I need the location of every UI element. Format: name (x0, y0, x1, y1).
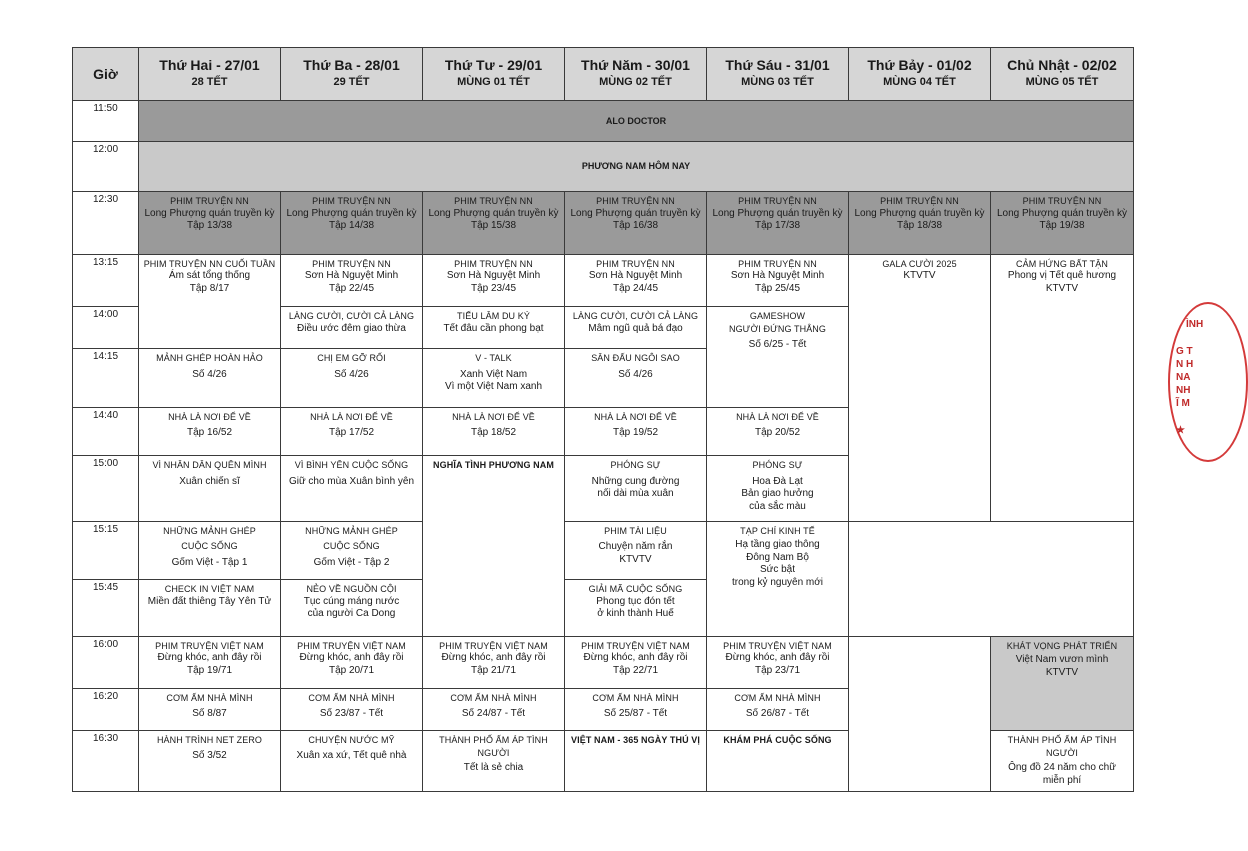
program-cell: CƠM ẤM NHÀ MÌNH Số 25/87 - Tết (565, 689, 707, 731)
program-cell: NHỮNG MẢNH GHÉP CUỘC SỐNG Gốm Việt - Tập 1 (139, 521, 281, 579)
program-cell: PHIM TRUYỆN NN Long Phượng quán truyền kỳ Tập 15/38 (423, 192, 565, 255)
row-1600 (73, 636, 1134, 688)
program-cell: HÀNH TRÌNH NET ZERO Số 3/52 (139, 731, 281, 792)
row-1315 (73, 254, 1134, 306)
time-cell: 11:50 (73, 101, 139, 141)
program-banner-phuong-nam: PHƯƠNG NAM HÔM NAY (139, 141, 1134, 191)
program-cell: NHÀ LÀ NƠI ĐỂ VỀ Tập 18/52 (423, 407, 565, 455)
time-cell: 15:45 (73, 580, 139, 636)
day-header-tue: Thứ Ba - 28/01 29 TẾT (281, 48, 423, 101)
program-cell: PHIM TRUYỆN NN Sơn Hà Nguyệt Minh Tập 24/45 (565, 254, 707, 306)
program-cell: CƠM ẤM NHÀ MÌNH Số 24/87 - Tết (423, 689, 565, 731)
program-cell: LÀNG CƯỜI, CƯỜI CẢ LÀNG Điều ước đêm giao thừa (281, 307, 423, 349)
program-cell: GALA CƯỜI 2025 KTVTV (849, 254, 991, 521)
program-cell: NHÀ LÀ NƠI ĐỂ VỀ Tập 17/52 (281, 407, 423, 455)
program-banner-alo-doctor: ALO DOCTOR (139, 101, 1134, 141)
time-cell: 16:20 (73, 689, 139, 731)
program-cell: PHIM TRUYỆN VIỆT NAM Đừng khóc, anh đây rồi Tập 22/71 (565, 636, 707, 688)
program-cell: VÌ BÌNH YÊN CUỘC SỐNG Giữ cho mùa Xuân bình yên (281, 456, 423, 522)
day-header-sun: Chủ Nhật - 02/02 MÙNG 05 TẾT (991, 48, 1134, 101)
program-cell: LÀNG CƯỜI, CƯỜI CẢ LÀNG Mâm ngũ quả bá đạo (565, 307, 707, 349)
row-1200 (73, 141, 1134, 191)
program-cell: NGHĨA TÌNH PHƯƠNG NAM (423, 456, 565, 636)
program-cell: VIỆT NAM - 365 NGÀY THÚ VỊ (565, 731, 707, 792)
time-cell: 15:00 (73, 456, 139, 522)
program-cell: PHIM TRUYỆN NN Long Phượng quán truyền kỳ Tập 16/38 (565, 192, 707, 255)
program-cell: CƠM ẤM NHÀ MÌNH Số 26/87 - Tết (707, 689, 849, 731)
day-header-fri: Thứ Sáu - 31/01 MÙNG 03 TẾT (707, 48, 849, 101)
program-cell: TIẾU LÂM DU KÝ Tết đâu cần phong bạt (423, 307, 565, 349)
program-cell: PHIM TRUYỆN NN Long Phượng quán truyền kỳ Tập 14/38 (281, 192, 423, 255)
program-cell: PHIM TRUYỆN NN Sơn Hà Nguyệt Minh Tập 22/45 (281, 254, 423, 306)
program-cell: CẢM HỨNG BẤT TẬN Phong vị Tết quê hương KTVTV (991, 254, 1134, 521)
program-cell: PHIM TRUYỆN NN Sơn Hà Nguyệt Minh Tập 25/45 (707, 254, 849, 306)
program-cell: NHỮNG MẢNH GHÉP CUỘC SỐNG Gốm Việt - Tập 2 (281, 521, 423, 579)
program-cell: KHÁT VỌNG PHÁT TRIỂN Việt Nam vươn mình KTVTV (991, 636, 1134, 731)
program-cell: PHÓNG SỰ Những cung đường nối dài mùa xuân (565, 456, 707, 522)
time-cell: 12:30 (73, 192, 139, 255)
program-cell: PHIM TRUYỆN NN CUỐI TUẦN Ám sát tổng thống Tập 8/17 (139, 254, 281, 349)
program-cell: THÀNH PHỐ ẤM ÁP TÌNH NGƯỜI Ông đồ 24 năm cho chữ miễn phí (991, 731, 1134, 792)
program-cell: CHỊ EM GỠ RỐI Số 4/26 (281, 349, 423, 407)
program-cell-empty (849, 636, 991, 791)
header-row (73, 48, 1134, 101)
time-cell: 16:00 (73, 636, 139, 688)
program-cell: PHIM TRUYỆN NN Long Phượng quán truyền kỳ Tập 13/38 (139, 192, 281, 255)
row-1545 (73, 580, 1134, 636)
program-cell: PHIM TRUYỆN NN Long Phượng quán truyền kỳ Tập 17/38 (707, 192, 849, 255)
red-seal-stamp: ÌNH G T N H NA NH Ĩ M ★ (1168, 302, 1248, 462)
time-header: Giờ (73, 48, 139, 101)
program-cell: PHIM TRUYỆN NN Sơn Hà Nguyệt Minh Tập 23/45 (423, 254, 565, 306)
time-cell: 14:40 (73, 407, 139, 455)
row-1150 (73, 101, 1134, 141)
program-cell: V - TALK Xanh Việt Nam Vì một Việt Nam xanh (423, 349, 565, 407)
program-cell: NHÀ LÀ NƠI ĐỂ VỀ Tập 19/52 (565, 407, 707, 455)
program-cell: NHÀ LÀ NƠI ĐỂ VỀ Tập 20/52 (707, 407, 849, 455)
time-cell: 16:30 (73, 731, 139, 792)
program-cell: MẢNH GHÉP HOÀN HẢO Số 4/26 (139, 349, 281, 407)
program-cell: CƠM ẤM NHÀ MÌNH Số 8/87 (139, 689, 281, 731)
program-cell: PHIM TÀI LIỆU Chuyện năm rắn KTVTV (565, 521, 707, 579)
program-cell: THÀNH PHỐ ẤM ÁP TÌNH NGƯỜI Tết là sẻ chia (423, 731, 565, 792)
program-cell: PHIM TRUYỆN VIỆT NAM Đừng khóc, anh đây rồi Tập 19/71 (139, 636, 281, 688)
program-cell: GIẢI MÃ CUỘC SỐNG Phong tục đón tết ở kinh thành Huế (565, 580, 707, 636)
program-cell: PHIM TRUYỆN VIỆT NAM Đừng khóc, anh đây rồi Tập 23/71 (707, 636, 849, 688)
program-cell: PHIM TRUYỆN NN Long Phượng quán truyền kỳ Tập 19/38 (991, 192, 1134, 255)
program-cell: GAMESHOW NGƯỜI ĐỨNG THẲNG Số 6/25 - Tết (707, 307, 849, 408)
program-cell: PHIM TRUYỆN NN Long Phượng quán truyền kỳ Tập 18/38 (849, 192, 991, 255)
program-cell: VÌ NHÂN DÂN QUÊN MÌNH Xuân chiến sĩ (139, 456, 281, 522)
day-header-thu: Thứ Năm - 30/01 MÙNG 02 TẾT (565, 48, 707, 101)
program-cell: PHÓNG SỰ Hoa Đà Lạt Bản giao hưởng của sắc màu (707, 456, 849, 522)
day-header-mon: Thứ Hai - 27/01 28 TẾT (139, 48, 281, 101)
day-header-sat: Thứ Bảy - 01/02 MÙNG 04 TẾT (849, 48, 991, 101)
schedule-table (72, 47, 1134, 792)
row-1515 (73, 521, 1134, 579)
program-cell: PHIM TRUYỆN VIỆT NAM Đừng khóc, anh đây rồi Tập 21/71 (423, 636, 565, 688)
program-cell: NẺO VỀ NGUỒN CỘI Tục cúng máng nước của người Ca Dong (281, 580, 423, 636)
program-cell: PHIM TRUYỆN VIỆT NAM Đừng khóc, anh đây rồi Tập 20/71 (281, 636, 423, 688)
time-cell: 12:00 (73, 141, 139, 191)
time-cell: 15:15 (73, 521, 139, 579)
program-cell: NHÀ LÀ NƠI ĐỂ VỀ Tập 16/52 (139, 407, 281, 455)
time-cell: 14:15 (73, 349, 139, 407)
program-cell: CHECK IN VIỆT NAM Miền đất thiêng Tây Yên Tử (139, 580, 281, 636)
program-cell: KHÁM PHÁ CUỘC SỐNG (707, 731, 849, 792)
row-1230 (73, 192, 1134, 255)
program-cell: CHUYỆN NƯỚC MỸ Xuân xa xứ, Tết quê nhà (281, 731, 423, 792)
day-header-wed: Thứ Tư - 29/01 MÙNG 01 TẾT (423, 48, 565, 101)
time-cell: 14:00 (73, 307, 139, 349)
program-cell: CƠM ẤM NHÀ MÌNH Số 23/87 - Tết (281, 689, 423, 731)
program-cell: SÂN ĐẤU NGÔI SAO Số 4/26 (565, 349, 707, 407)
program-cell: TẠP CHÍ KINH TẾ Hạ tầng giao thông Đông Nam Bộ Sức bật trong kỷ nguyên mới (707, 521, 849, 636)
time-cell: 13:15 (73, 254, 139, 306)
